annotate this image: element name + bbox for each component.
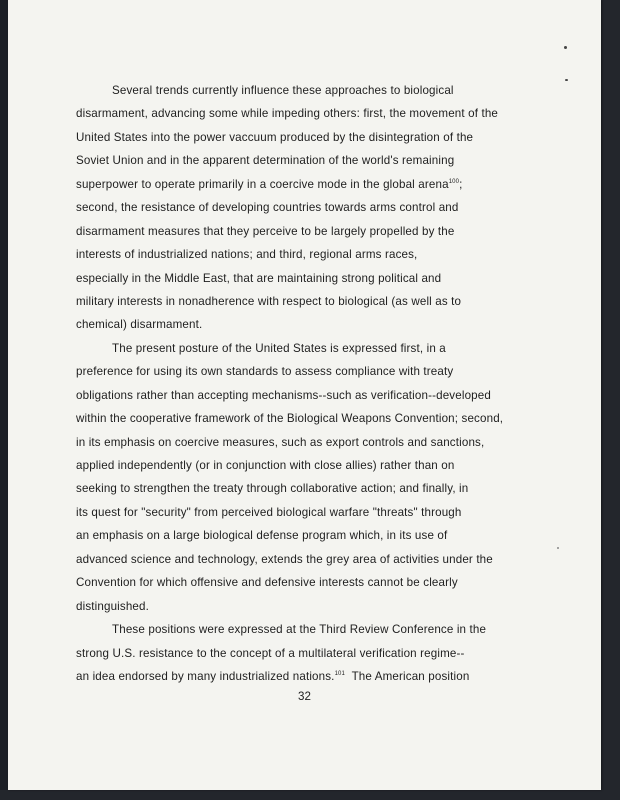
line-text: preference for using its own standards to assess compliance with treaty (76, 365, 454, 379)
document-page (8, 0, 601, 790)
text-line (76, 642, 536, 665)
text-line (76, 548, 536, 571)
line-text: especially in the Middle East, that are maintaining strong political and (76, 271, 442, 285)
text-line (76, 477, 536, 500)
line-text: The present posture of the United States is expressed first, in a (112, 341, 446, 355)
text-line (76, 337, 536, 360)
text-line (76, 360, 536, 383)
line-text: an idea endorsed by many industrialized nations. (76, 669, 335, 683)
paragraph (76, 337, 536, 618)
scan-speck (564, 46, 567, 49)
line-text: distinguished. (76, 599, 149, 613)
line-text: chemical) disarmament. (76, 318, 203, 332)
line-text: in its emphasis on coercive measures, such as export controls and sanctions, (76, 435, 485, 449)
text-line (76, 384, 536, 407)
text-line (76, 290, 536, 313)
line-text: second, the resistance of developing countries towards arms control and (76, 201, 459, 215)
paragraph (76, 79, 536, 337)
page-number: 32 (298, 690, 311, 703)
line-text: United States into the power vaccuum produced by the disintegration of the (76, 130, 474, 144)
line-text: obligations rather than accepting mechanisms--such as verification--developed (76, 388, 491, 402)
text-line (76, 243, 536, 266)
line-text: an emphasis on a large biological defense program which, in its use of (76, 529, 448, 543)
line-text: strong U.S. resistance to the concept of a multilateral verification regime-- (76, 646, 465, 660)
text-line (76, 595, 536, 618)
text-line (76, 571, 536, 594)
line-text-continued: The American position (345, 669, 470, 683)
text-line (76, 431, 536, 454)
text-line (76, 501, 536, 524)
text-line (76, 149, 536, 172)
line-text: superpower to operate primarily in a coercive mode in the global arena (76, 177, 449, 191)
line-text: Soviet Union and in the apparent determination of the world's remaining (76, 154, 455, 168)
line-text: its quest for "security" from perceived biological warfare "threats" through (76, 505, 462, 519)
line-text: applied independently (or in conjunction with close allies) rather than on (76, 459, 455, 472)
text-line (76, 618, 536, 641)
line-text: These positions were expressed at the Third Review Conference in the (112, 623, 487, 637)
text-line (76, 524, 536, 547)
scan-speck (557, 547, 559, 549)
line-text: disarmament, advancing some while impeding others: first, the movement of the (76, 107, 499, 121)
text-line (76, 267, 536, 290)
text-line (76, 454, 536, 477)
line-text: disarmament measures that they perceive to be largely propelled by the (76, 224, 455, 238)
paragraph (76, 618, 536, 688)
line-text-continued: ; (459, 177, 463, 191)
text-line (76, 220, 536, 243)
footnote-marker: 101 (334, 670, 346, 677)
text-line (76, 79, 536, 102)
line-text: Several trends currently influence these approaches to biological (112, 84, 454, 97)
scanner-background-right (600, 0, 620, 800)
line-text: within the cooperative framework of the Biological Weapons Convention; second, (76, 412, 504, 426)
text-line (76, 407, 536, 430)
text-line (76, 196, 536, 219)
text-line (76, 313, 536, 336)
text-line (76, 102, 536, 125)
scan-speck (565, 79, 568, 81)
line-text: seeking to strengthen the treaty through collaborative action; and finally, in (76, 482, 469, 496)
line-text: military interests in nonadherence with respect to biological (as well as to (76, 294, 462, 308)
line-text: advanced science and technology, extends the grey area of activities under the (76, 552, 493, 566)
line-text: Convention for which offensive and defensive interests cannot be clearly (76, 576, 458, 590)
line-text: interests of industrialized nations; and third, regional arms races, (76, 248, 418, 262)
text-line (76, 665, 536, 688)
text-line (76, 126, 536, 149)
body-text (76, 79, 536, 688)
footnote-marker: 100 (448, 178, 460, 185)
text-line (76, 173, 536, 196)
scanner-background-bottom (0, 790, 620, 800)
